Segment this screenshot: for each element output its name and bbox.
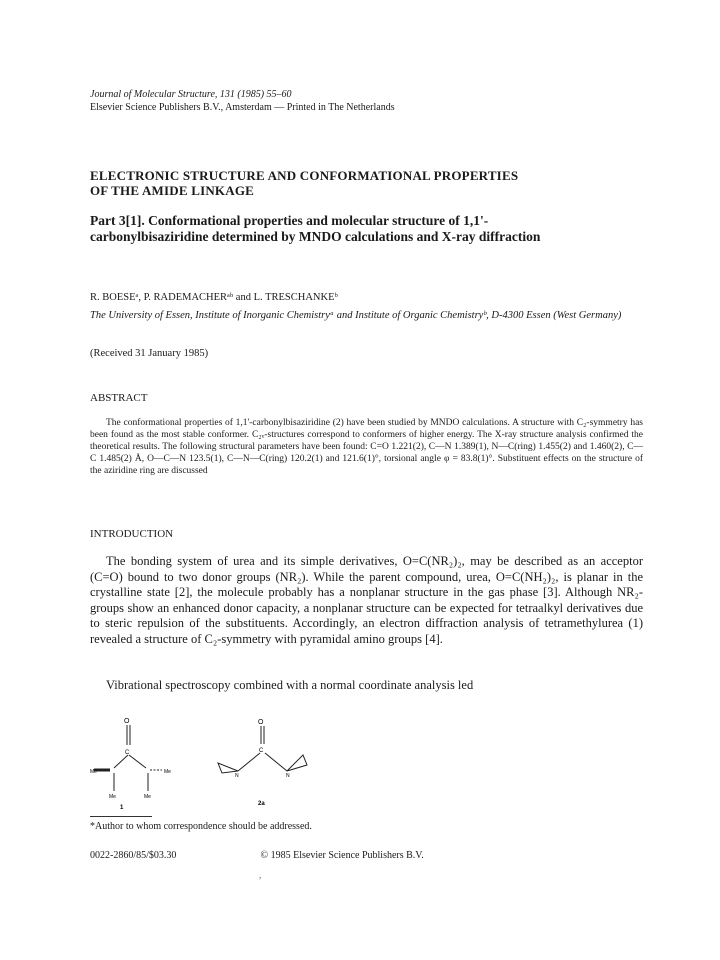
journal-citation: Journal of Molecular Structure, 131 (1985) 55–60 [90, 89, 292, 100]
atom-label-carbon-1: C [125, 750, 130, 756]
c-n-bond-right [129, 755, 146, 768]
c-n-bond-left-2 [238, 753, 260, 771]
correspondence-footnote: *Author to whom correspondence should be addressed. [90, 821, 312, 832]
article-subtitle: Part 3[1]. Conformational properties and molecular structure of 1,1'-carbonylbisaziridine determined by MNDO calculations and X-ray diffraction [90, 213, 541, 244]
methyl-label-bottom-left: Me [109, 794, 116, 800]
footnote-rule [90, 816, 152, 817]
aziridine-ring-left [218, 763, 238, 773]
atom-label-carbon-2: C [259, 748, 264, 754]
methyl-label-right: Me [164, 769, 171, 775]
publisher-line: Elsevier Science Publishers B.V., Amsterdam — Printed in The Netherlands [90, 102, 395, 113]
atom-label-oxygen-2: O [258, 719, 264, 726]
aziridine-ring-right [287, 755, 307, 771]
article-title-line-2: OF THE AMIDE LINKAGE [90, 183, 254, 198]
atom-label-nitrogen-left: N [235, 773, 239, 779]
copyright-notice: © 1985 Elsevier Science Publishers B.V. [260, 850, 424, 861]
received-date: (Received 31 January 1985) [90, 348, 209, 359]
methyl-label-left: Me [90, 769, 97, 775]
introduction-paragraph-2: Vibrational spectroscopy combined with a normal coordinate analysis led [106, 678, 474, 692]
stray-mark: , [259, 870, 262, 880]
copyright-line [90, 849, 650, 862]
c-n-bond-right-2 [265, 753, 287, 771]
atom-label-oxygen-1: O [124, 718, 130, 725]
introduction-heading: INTRODUCTION [90, 528, 174, 540]
article-title-line-1: ELECTRONIC STRUCTURE AND CONFORMATIONAL PROPERTIES [90, 168, 519, 183]
article-title [90, 168, 650, 198]
abstract-text: The conformational properties of 1,1'-carbonylbisaziridine (2) have been studied by MNDO calculations. A structure with C₂-symmetry has been found as the most stable conformer. C₂ᵥ-structures correspond to conformers of higher energy. The X-ray structure analysis confirmed the theoretical results. The following structural parameters have been found: C=O 1.221(2), C—N 1.389(1), N—C(ring) 1.455(2) and 1.460(2), C—C 1.485(2) Å, O—C—N 123.5(1), C—N—C(ring) 120.2(1) and 121.6(1)°, torsional angle φ = 83.8(1)°. Substituent effects on the structure of the aziridine ring are discussed [90, 418, 643, 476]
author-list: R. BOESEᵃ, P. RADEMACHERᵃᵇ and L. TRESCHANKEᵇ [90, 292, 338, 303]
methyl-label-bottom-right: Me [144, 794, 151, 800]
c-n-bond-left [114, 755, 128, 768]
structure-tetramethylurea [94, 725, 162, 791]
compound-label-1: 1 [120, 805, 124, 810]
structure-figure [90, 715, 430, 810]
atom-label-nitrogen-right: N [286, 773, 290, 779]
compound-label-2a: 2a [258, 801, 265, 807]
journal-header [90, 88, 650, 114]
author-affiliation: The University of Essen, Institute of Inorganic Chemistryᵃ and Institute of Organic Chemistryᵇ, D-4300 Essen (West Germany) [90, 310, 622, 321]
issn-price-code: 0022-2860/85/$03.30 [90, 850, 177, 861]
introduction-paragraph-1: The bonding system of urea and its simple derivatives, O=C(NR₂)₂, may be described as an acceptor (C=O) bound to two donor groups (NR₂). While the parent compound, urea, O=C(NH₂)₂, is planar in the crystalline state [2], the molecule probably has a nonplanar structure in the gas phase [3]. Although NR₂-groups show an enhanced donor capacity, a nonplanar structure can be expected for tetraalkyl derivatives due to steric repulsion of the substituents. Accordingly, an electron diffraction analysis of tetramethylurea (1) revealed a structure of C₂-symmetry with pyramidal amino groups [4]. [90, 554, 643, 646]
abstract-heading: ABSTRACT [90, 392, 148, 404]
